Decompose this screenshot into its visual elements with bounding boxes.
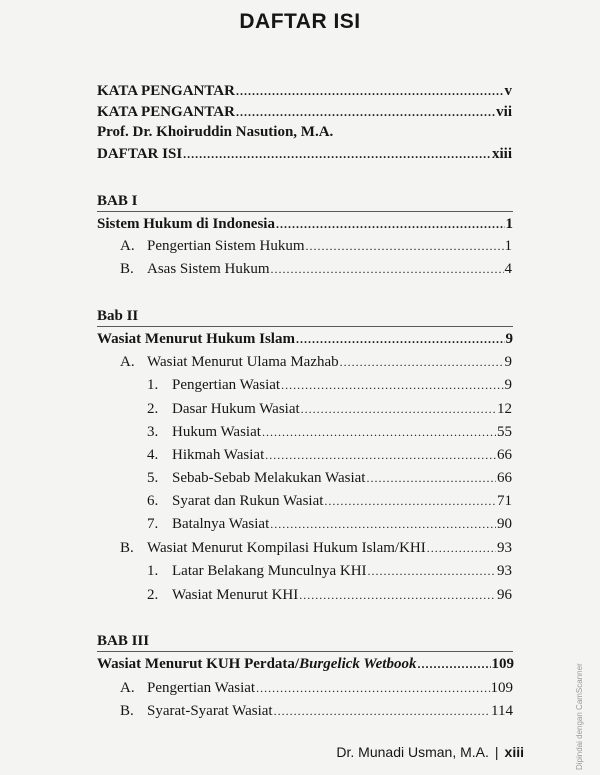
toc-entry-page: 93 — [497, 563, 512, 579]
toc-entry-label: Asas Sistem Hukum — [147, 261, 270, 277]
toc-entry-label: Syarat-Syarat Wasiat — [147, 703, 273, 719]
toc-entry-label: Dasar Hukum Wasiat — [172, 401, 300, 417]
scanner-watermark: Dipindai dengan CamScanner — [575, 663, 584, 770]
toc-entry-page: 114 — [491, 703, 513, 719]
toc-entry — [97, 104, 512, 121]
toc-entry-label: Hikmah Wasiat — [172, 447, 265, 463]
toc-entry — [147, 587, 512, 604]
toc-subtitle: Prof. Dr. Khoiruddin Nasution, M.A. — [97, 124, 334, 140]
toc-entry-page: vii — [496, 104, 512, 120]
toc-entry — [97, 146, 512, 163]
chapter-heading: BAB III — [97, 633, 150, 649]
toc-marker: 1. — [147, 377, 159, 393]
leader-dots — [281, 378, 503, 393]
leader-dots — [299, 588, 496, 603]
divider-line — [97, 326, 513, 327]
toc-entry — [120, 354, 512, 371]
toc-entry-label: Latar Belakang Munculnya KHI — [172, 563, 367, 579]
toc-marker: 2. — [147, 587, 159, 603]
toc-marker: 4. — [147, 447, 159, 463]
chapter-title-text: Wasiat Menurut KUH Perdata/ — [97, 656, 300, 672]
toc-marker: B. — [120, 703, 134, 719]
toc-entry-page: v — [504, 83, 512, 99]
toc-entry-label: DAFTAR ISI — [97, 146, 183, 162]
toc-marker: B. — [120, 261, 134, 277]
toc-entry — [147, 470, 512, 487]
leader-dots — [183, 147, 491, 162]
toc-entry-label: Wasiat Menurut Kompilasi Hukum Islam/KHI — [147, 540, 426, 556]
toc-marker: 2. — [147, 401, 159, 417]
toc-entry-label: Pengertian Sistem Hukum — [147, 238, 305, 254]
leader-dots — [427, 541, 496, 556]
leader-dots — [265, 448, 496, 463]
toc-entry — [97, 83, 512, 100]
toc-entry — [147, 447, 512, 464]
divider-line — [97, 651, 513, 652]
toc-marker: 7. — [147, 516, 159, 532]
toc-entry-page: 55 — [497, 424, 512, 440]
toc-marker: 1. — [147, 563, 159, 579]
toc-entry-label: Batalnya Wasiat — [172, 516, 270, 532]
leader-dots — [368, 564, 496, 579]
toc-marker: A. — [120, 238, 135, 254]
leader-dots — [274, 704, 490, 719]
toc-entry-label: Wasiat Menurut Hukum Islam — [97, 331, 295, 347]
toc-entry — [147, 493, 512, 510]
leader-dots — [301, 402, 496, 417]
toc-entry-page: 9 — [504, 354, 512, 370]
toc-entry-label: Wasiat Menurut KHI — [172, 587, 299, 603]
leader-dots — [296, 332, 505, 347]
toc-entry — [147, 401, 512, 418]
chapter-heading: BAB I — [97, 193, 138, 209]
toc-entry — [120, 703, 513, 720]
divider-line — [97, 211, 513, 212]
chapter-entry — [97, 656, 514, 673]
toc-entry-page: 109 — [490, 680, 513, 696]
toc-entry-label: Pengertian Wasiat — [147, 680, 256, 696]
toc-entry-page: 4 — [504, 261, 512, 277]
toc-entry-page: 9 — [504, 377, 512, 393]
toc-entry — [120, 540, 512, 557]
toc-entry — [147, 424, 512, 441]
toc-entry-label: Sebab-Sebab Melakukan Wasiat — [172, 470, 366, 486]
toc-marker: 6. — [147, 493, 159, 509]
toc-marker: A. — [120, 354, 135, 370]
leader-dots — [236, 105, 495, 120]
toc-entry-page: xiii — [491, 146, 512, 162]
toc-entry-label: Wasiat Menurut Ulama Mazhab — [147, 354, 339, 370]
leader-dots — [270, 517, 496, 532]
toc-entry-page: 1 — [505, 216, 513, 232]
toc-entry-label: KATA PENGANTAR — [97, 83, 235, 99]
leader-dots — [417, 657, 490, 672]
toc-marker: 5. — [147, 470, 159, 486]
chapter-title-italic: Burgelick Wetbook — [299, 656, 417, 672]
leader-dots — [276, 217, 505, 232]
toc-marker: B. — [120, 540, 134, 556]
toc-entry-page: 66 — [497, 447, 512, 463]
leader-dots — [324, 494, 496, 509]
leader-dots — [340, 355, 504, 370]
leader-dots — [236, 84, 504, 99]
leader-dots — [366, 471, 496, 486]
leader-dots — [262, 425, 496, 440]
footer-separator: | — [494, 744, 499, 760]
toc-entry-label: KATA PENGANTAR — [97, 104, 235, 120]
toc-entry — [120, 261, 512, 278]
toc-entry — [147, 377, 512, 394]
toc-entry — [147, 563, 512, 580]
leader-dots — [256, 681, 489, 696]
toc-marker: 3. — [147, 424, 159, 440]
toc-entry-page: 109 — [491, 656, 514, 672]
page-footer — [0, 744, 524, 760]
toc-entry — [147, 516, 512, 533]
toc-entry-label: Pengertian Wasiat — [172, 377, 281, 393]
leader-dots — [271, 262, 504, 277]
toc-entry — [120, 238, 512, 255]
toc-entry-page: 9 — [505, 331, 513, 347]
toc-entry-page: 71 — [497, 493, 512, 509]
chapter-entry — [97, 331, 513, 348]
toc-entry-page: 12 — [497, 401, 512, 417]
footer-author: Dr. Munadi Usman, M.A. — [336, 744, 489, 760]
toc-entry-page: 90 — [497, 516, 512, 532]
page-title: DAFTAR ISI — [239, 10, 361, 33]
toc-entry-label: Sistem Hukum di Indonesia — [97, 216, 275, 232]
footer-page-number: xiii — [504, 744, 524, 760]
toc-entry — [120, 680, 513, 697]
toc-entry-label: Hukum Wasiat — [172, 424, 261, 440]
chapter-heading: Bab II — [97, 308, 139, 324]
toc-entry-page: 93 — [497, 540, 512, 556]
toc-entry-label: Syarat dan Rukun Wasiat — [172, 493, 324, 509]
leader-dots — [306, 239, 504, 254]
toc-marker: A. — [120, 680, 135, 696]
toc-entry-page: 66 — [497, 470, 512, 486]
toc-entry-label — [97, 656, 416, 673]
toc-entry-page: 1 — [504, 238, 512, 254]
toc-entry-page: 96 — [497, 587, 512, 603]
chapter-entry — [97, 216, 513, 233]
